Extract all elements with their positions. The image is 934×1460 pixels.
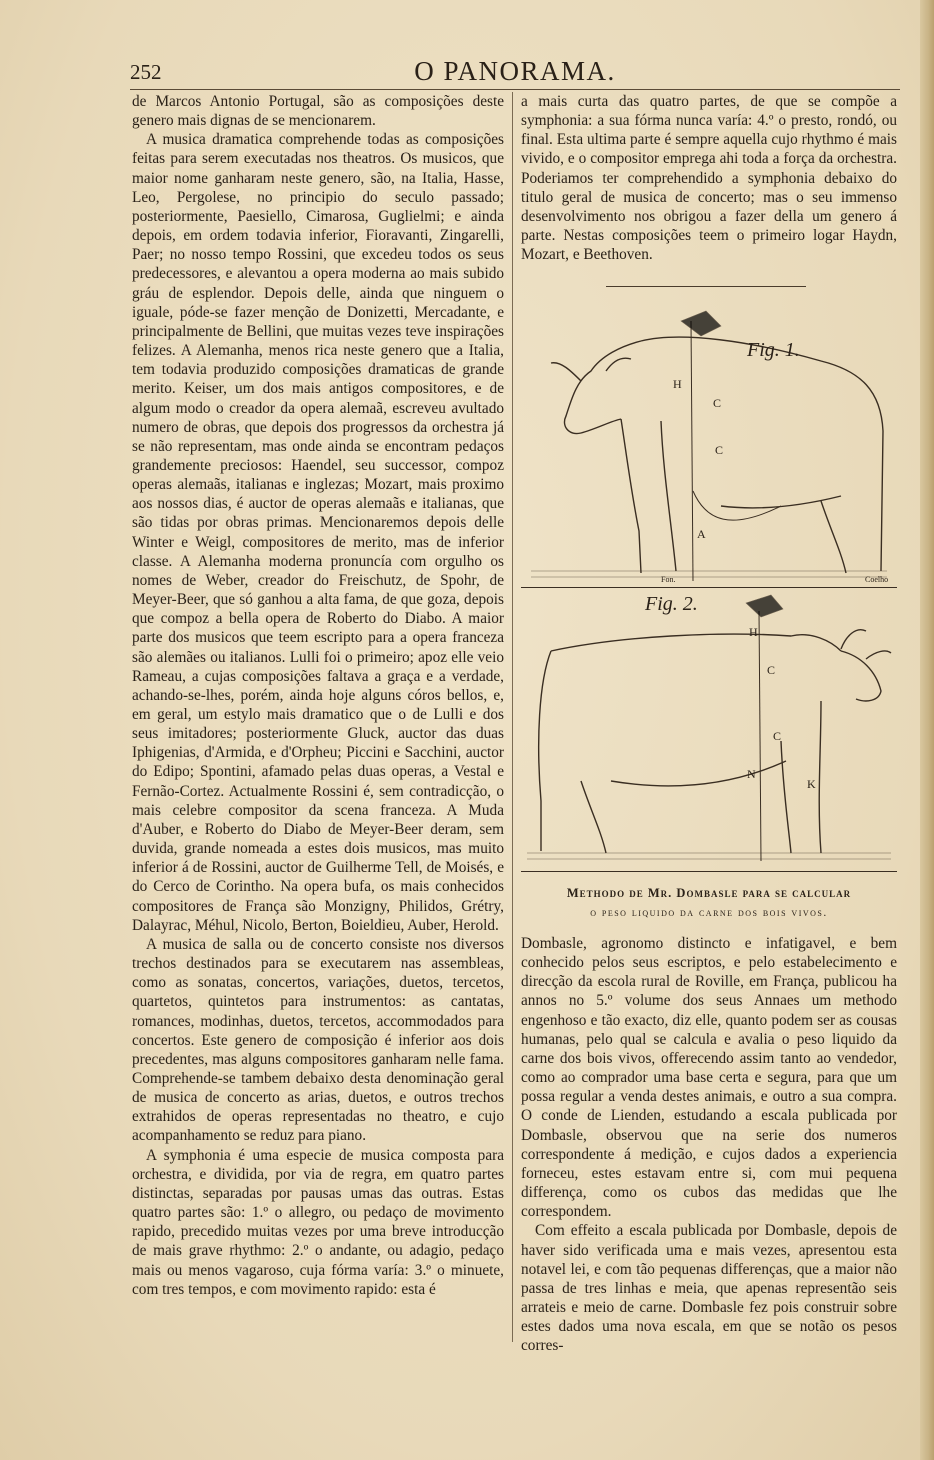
paragraph: Com effeito a escala publicada por Dombasle, depois de haver sido verificada uma e mais vezes, apresentou esta notavel lei, e com tão pequenas differenças, que a maior não passa de tres linhas e meia, que apenas representão seis arrateis e meio de carne. Dombasle fez pois construir sobre estes dados uma nova escala, em que se notão os pesos corres- — [521, 1222, 897, 1355]
engraver-signature: Coelho — [865, 575, 889, 584]
caption-line: Methodo de Mr. Dombasle para se calcular — [566, 886, 852, 900]
figure-1-panel — [521, 301, 897, 588]
paragraph: de Marcos Antonio Portugal, são as composições deste genero mais dignas de se mencionarem. — [132, 93, 504, 130]
right-column-top — [521, 92, 897, 282]
column-divider — [512, 92, 513, 1342]
figure-2-panel — [521, 591, 897, 872]
figure-top-rule — [606, 286, 806, 287]
engraver-signature: Fon. — [661, 575, 676, 584]
paragraph: A musica de salla ou de concerto consiste nos diversos trechos destinados para se executarem nas assembleas, como as sonatas, concertos, variações, duetos, tercetos, quartetos, quintetos para instrumentos: as cantatas, romances, modinhas, duetos, tercetos, accommodados para concertos. Este genero de composição é inferior aos dois precedentes, mas alguns compositores ganharam nelle fama. Comprehende-se tambem debaixo desta denominação geral de musica de concerto as arias, duetos, e outros trechos extrahidos de operas representadas no theatro, e cujo acompanhamento se reduz para piano. — [132, 935, 504, 1145]
paragraph: Dombasle, agronomo distincto e infatigavel, e bem conhecido pelos seus escriptos, e pelo estabelecimento e direcção da escola rural de Roville, em França, publicou ha annos no 5.º volume dos seus Annaes um methodo engenhoso e tão exacto, diz elle, quanto podem ser as cousas humanas, pelo qual se calcula e avalia o peso liquido da carne dos bois vivos, offerecendo assim tanto ao vendedor, como ao comprador uma base certa e segura, para que um possa regular a venda destes animais, e outro a sua compra. O conde de Lienden, estudando a escala publicada por Dombasle, observou que na serie dos numeros correspondente á medição, e cujos dados a experiencia forneceu, estes estavam entre si, com mui pequena differença, como os cubos das medidas que lhe correspondem. — [521, 935, 897, 1221]
figure-caption — [521, 886, 897, 919]
figure-letter: C — [715, 443, 724, 457]
figure-letter: N — [747, 767, 756, 781]
figure-letter: H — [749, 625, 758, 639]
paragraph: A musica dramatica comprehende todas as composições feitas para serem executadas nos theatros. Os musicos, que maior nome ganharam neste genero, são, na Italia, Hasse, Leo, Pergolese, no principio do seculo passado; posteriormente, Paesiello, Cimarosa, Guglielmi; e ainda depois, em ordem todavia inferior, Fioravanti, Zingarelli, Paer; no nosso tempo Rossini, que excedeu todos os seus predecessores, e alevantou a opera moderna ao mais subido gráu de esplendor. Depois delle, ainda que ninguem o iguale, póde-se fazer menção de Donizetti, Mercadante, e principalmente de Bellini, que muitas vezes teve inspirações felizes. A Alemanha, menos rica neste genero que a Italia, tem todavia produzido composições dramaticas de grande merito. Keiser, um dos mais antigos compositores, e de algum modo o creador da opera alemaã, escreveu avultado numero de obras, que depois dos progressos da orchestra já se não representam, mas onde ainda se encontram pedaços grandemente preciosos: Haendel, seu successor, compoz operas alemaãs, italianas e inglezas; Mozart, mais proximo aos nossos dias, é auctor de operas alemaãs e italianas, que são tidas por obras primas. Mencionaremos depois delle Winter e Weigl, compositores de merito, mas de inferior classe. A Alemanha moderna pronuncía com orgulho os nomes de Weber, creador do Freischutz, de Spohr, de Meyer-Beer, que só ganhou a alta fama, de que goza, depois que compoz a bella opera de Roberto do Diabo. A maior parte dos musicos que teem escripto para a opera franceza são alemães ou italianos. Lulli foi o primeiro; apoz elle veio Rameau, a cujas composições faltava a graça e a verdade, achando-se-lhes, porém, ainda hoje alguns córos bellos, e, em geral, um estylo mais dramatico que o de Lulli e dos seus imitadores; posteriormente Gluck, auctor das duas Iphigenias, d'Armida, e d'Orpheu; Piccini e Sacchini, auctor do Edipo; Spontini, afamado pelas duas operas, a Vestal e Fernão-Cortez. Actualmente Rossini é, sem contradicção, o mais celebre compositor da scena franceza. A Muda d'Auber, e Roberto do Diabo de Meyer-Beer deram, sem duvida, grande nomeada a estes dois musicos, mas muito inferior á de Rossini, auctor de Guilherme Tell, de Moisés, e do Cerco de Corintho. Na opera bufa, os mais conhecidos compositores de França são Monzigny, Philidos, Grétry, Dalayrac, Méhul, Nicolo, Berton, Boieldieu, Auber, Herold. — [132, 131, 504, 934]
figure-2-label: Fig. 2. — [645, 593, 698, 615]
figure-letter: C — [773, 729, 782, 743]
right-column-bottom — [521, 934, 897, 1355]
figure-1-label: Fig. 1. — [747, 339, 800, 361]
ox-engraving-1 — [521, 301, 897, 587]
caption-line: o peso liquido da carne dos bois vivos. — [590, 907, 828, 919]
figure-letter: C — [713, 396, 722, 410]
running-title: O PANORAMA. — [414, 56, 616, 86]
page-edge-shadow — [920, 0, 934, 1460]
figure-letter: A — [697, 527, 706, 541]
page-header — [130, 56, 900, 90]
paragraph: a mais curta das quatro partes, de que se compõe a symphonia: a sua fórma nunca varía: 4.º o presto, rondó, ou final. Esta ultima parte é sempre aquella cujo rhythmo é mais vivido, e o compositor emprega ahi toda a força da orchestra. Poderiamos ter comprehendido a symphonia debaixo do titulo geral de musica de concerto; mas o seu immenso desenvolvimento nos obrigou a fazer della um genero á parte. Nestas composições teem o primeiro logar Haydn, Mozart, e Beethoven. — [521, 93, 897, 264]
figure-letter: C — [767, 663, 776, 677]
figure-engravings — [521, 283, 897, 875]
figure-letter: K — [807, 777, 816, 791]
paragraph: A symphonia é uma especie de musica composta para orchestra, e dividida, por via de regra, em quatro partes distinctas, separadas por pausas umas das outras. Estas quatro partes são: 1.º o allegro, ou pedaço de movimento rapido, precedido muitas vezes por uma breve introducção de mais grave rhythmo: 2.º o andante, ou adagio, pedaço mais ou menos vagaroso, cuja fórma varía: 3.º o minuete, com tres tempos, e com movimento rapido: esta é — [132, 1146, 504, 1298]
header-rule — [130, 89, 900, 90]
left-column — [132, 92, 504, 1342]
page-number: 252 — [130, 60, 162, 84]
ox-engraving-2 — [521, 591, 897, 871]
figure-letter: H — [673, 377, 682, 391]
